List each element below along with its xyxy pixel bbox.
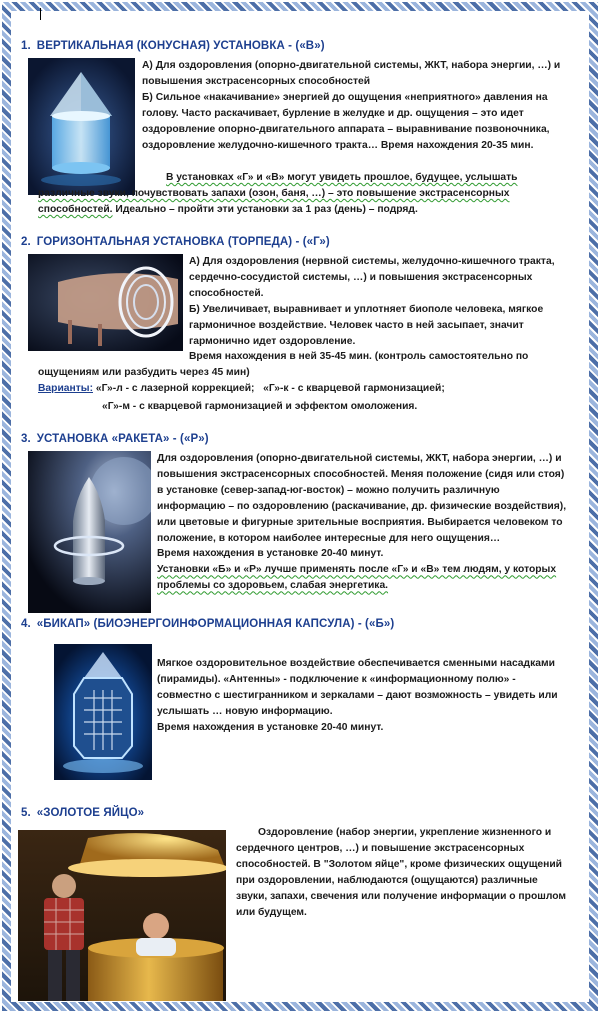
section-1-para-b: Б) Сильное «накачивание» энергией до ощущения «неприятного» давления на голову. Часто раскачивает, бурление в желудке и др. ощущения – это идет оздоровление опорно-двигательного аппарата – выравнивание позвоночника, оздоровление желудочно-кишечного тракта… Время нахождения 20-35 мин. [142,91,550,151]
section-3-para-b: Время нахождения в установке 20-40 минут. [157,548,384,560]
section-5-heading: 5. «ЗОЛОТОЕ ЯЙЦО» [21,807,145,819]
variant-gl: «Г»-л - с лазерной коррекцией; [95,383,255,394]
section-3-text [157,451,569,594]
section-1-para-c-tail: Идеально – пройти эти установки за 1 раз (день) – подряд. [115,203,418,215]
section-1-heading: 1. ВЕРТИКАЛЬНАЯ (КОНУСНАЯ) УСТАНОВКА - («В») [21,40,325,52]
section-2-para-a: А) Для оздоровления (нервной системы, желудочно-кишечного тракта, сердечно-сосудистой системы, …) и повышения экстрасенсорных способностей. [189,256,555,299]
section-3-para-a: Для оздоровления (опорно-двигательной системы, ЖКТ, набора энергии, …) и повышения экстрасенсорных способностей. Меняя положение (сидя или стоя) в установке (север-запад-юг-восток) – можно получить различную информацию – по оздоровлению (раскачивание, др. физические воздействия), или цветовые и фигурные зрительные восприятия. Выбирается человеком то положение, в котором наиболее интересные для него ощущения… [157,453,567,544]
golden-egg-photo-icon [18,830,226,1001]
section-3-heading: 3. УСТАНОВКА «РАКЕТА» - («Р») [21,433,209,445]
section-1-text [142,58,562,153]
section-1-para-a: А) Для оздоровления (опорно-двигательной системы, ЖКТ, набора энергии, …) и повышения экстрасенсорных способностей [142,60,561,87]
section-2-para-c: Время нахождения в ней 35-45 мин. (контроль самостоятельно по ощущениям или разбудить через 45 мин) [38,351,529,378]
section-4-heading: 4. «БИКАП» (БИОЭНЕРГОИНФОРМАЦИОННАЯ КАПСУЛА) - («Б») [21,618,395,630]
section-2-variants-row-1 [38,381,568,397]
section-2-heading: 2. ГОРИЗОНТАЛЬНАЯ УСТАНОВКА (ТОРПЕДА) - («Г») [21,236,330,248]
section-4-text [157,656,569,736]
section-1-para-c: В установках «Г» и «В» могут увидеть прошлое, будущее, услышать различные звуки, почувствовать запахи (озон, баня, …) – это повышение экстрасенсорных способностей. [38,172,518,215]
document-page [14,14,586,999]
torpedo-capsule-icon [28,254,183,351]
variants-label: Варианты: [38,383,93,394]
bicap-capsule-icon [54,644,152,780]
section-4-para-b: Время нахождения в установке 20-40 минут. [157,721,384,733]
section-4-para-a: Мягкое оздоровительное воздействие обеспечивается сменными насадками (пирамиды). «Антенны» - подключение к «информационному полю» - совместно с шестигранником и зеркалами – дают возможность – увидеть или услышать … новую информацию. [157,658,558,717]
section-5-para-a: Оздоровление (набор энергии, укрепление жизненного и сердечного центров, …) и повышение экстрасенсорных способностей. В "Золотом яйце", кроме физических ощущений при оздоровлении, наблюдаются (ощущаются) различные звуки, запахи, свечения или получение информации о прошлом или будущем. [236,827,566,918]
section-3-para-c: Установки «Б» и «Р» лучше применять после «Г» и «В» тем людям, у которых проблемы со здоровьем, слабая энергетика. [157,564,557,592]
section-1-text-wrap [38,170,568,218]
variant-gk: «Г»-к - с кварцевой гармонизацией; [263,383,445,394]
section-2-para-b: Б) Увеличивает, выравнивает и уплотняет биополе человека, мягкое гармоничное воздействие. Человек часто в ней засыпает, значит гармонично идет оздоровление. [189,303,544,347]
variant-gm: «Г»-м - с кварцевой гармонизацией и эффектом омоложения. [102,401,418,412]
rocket-capsule-icon [28,451,151,613]
section-2-text [189,254,567,349]
